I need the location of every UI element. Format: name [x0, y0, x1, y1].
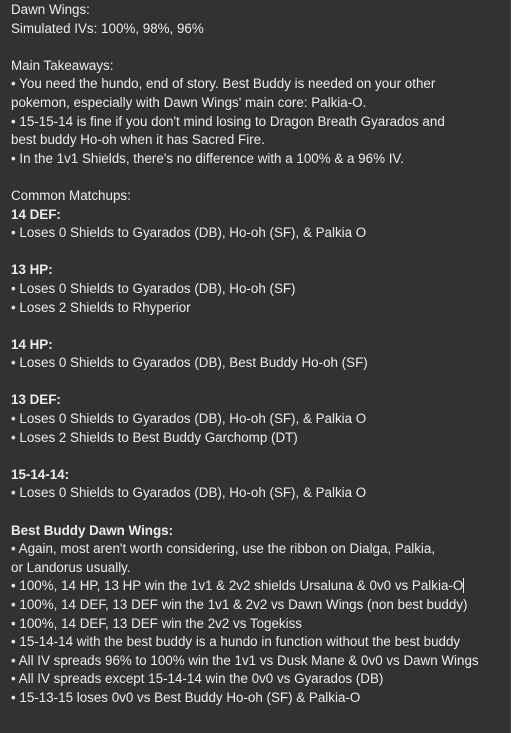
takeaway-line: • In the 1v1 Shields, there's no difference with a 100% & a 96% IV. — [11, 150, 404, 166]
spacer — [11, 243, 510, 262]
spacer — [11, 168, 510, 187]
best-buddy-line: • Again, most aren't worth considering, use the ribbon on Dialga, Palkia, — [11, 541, 436, 557]
matchup-line: • Loses 0 Shields to Gyarados (DB), Ho-oh (SF), & Palkia O — [11, 411, 367, 427]
matchups-heading: Common Matchups: — [11, 187, 131, 203]
matchup-line: • Loses 2 Shields to Best Buddy Garchomp (DT) — [11, 429, 298, 445]
best-buddy-line: • 15-14-14 with the best buddy is a hundo in function without the best buddy — [11, 634, 461, 650]
best-buddy-line: • All IV spreads except 15-14-14 win the 0v0 vs Gyarados (DB) — [11, 671, 384, 687]
takeaway-line: pokemon, especially with Dawn Wings' main core: Palkia-O. — [11, 94, 367, 110]
best-buddy-line: or Landorus usually. — [11, 559, 131, 575]
matchup-group-title: 15-14-14: — [11, 466, 70, 482]
spacer — [11, 503, 510, 522]
takeaway-line: best buddy Ho-oh when it has Sacred Fire. — [11, 132, 265, 148]
best-buddy-heading: Best Buddy Dawn Wings: — [11, 522, 174, 538]
matchup-line: • Loses 2 Shields to Rhyperior — [11, 299, 191, 315]
spacer — [11, 317, 510, 336]
matchup-line: • Loses 0 Shields to Gyarados (DB), Ho-oh (SF) — [11, 280, 296, 296]
matchup-line: • Loses 0 Shields to Gyarados (DB), Best Buddy Ho-oh (SF) — [11, 355, 368, 371]
takeaways-heading: Main Takeaways: — [11, 57, 114, 73]
best-buddy-line: • 15-13-15 loses 0v0 vs Best Buddy Ho-oh (SF) & Palkia-O — [11, 689, 361, 705]
takeaway-line: • 15-15-14 is fine if you don't mind losing to Dragon Breath Gyarados and — [11, 113, 445, 129]
pokemon-title: Dawn Wings: — [11, 2, 90, 17]
matchup-group-title: 14 DEF: — [11, 206, 61, 222]
matchup-line: • Loses 0 Shields to Gyarados (DB), Ho-oh (SF), & Palkia O — [11, 225, 367, 241]
best-buddy-line: • 100%, 14 DEF, 13 DEF win the 1v1 & 2v2 vs Dawn Wings (non best buddy) — [11, 597, 468, 612]
best-buddy-line: • All IV spreads 96% to 100% win the 1v1 vs Dusk Mane & 0v0 vs Dawn Wings — [11, 652, 479, 668]
matchup-group-title: 14 HP: — [11, 336, 53, 352]
matchup-group-title: 13 HP: — [11, 262, 53, 278]
best-buddy-line: • 100%, 14 DEF, 13 DEF win the 2v2 vs Togekiss — [11, 615, 302, 631]
spacer — [11, 373, 510, 392]
matchup-group-title: 13 DEF: — [11, 392, 61, 408]
best-buddy-line-with-caret — [11, 577, 510, 596]
matchup-line: • Loses 0 Shields to Gyarados (DB), Ho-oh (SF), & Palkia O — [11, 485, 367, 501]
best-buddy-line: • 100%, 14 HP, 13 HP win the 1v1 & 2v2 shields Ursaluna & 0v0 vs Palkia-O — [11, 578, 464, 594]
simulated-ivs: Simulated IVs: 100%, 98%, 96% — [11, 20, 204, 36]
takeaway-line: • You need the hundo, end of story. Best Buddy is needed on your other — [11, 76, 436, 92]
spacer — [11, 447, 510, 466]
text-cursor — [463, 578, 464, 593]
spacer — [11, 38, 510, 57]
